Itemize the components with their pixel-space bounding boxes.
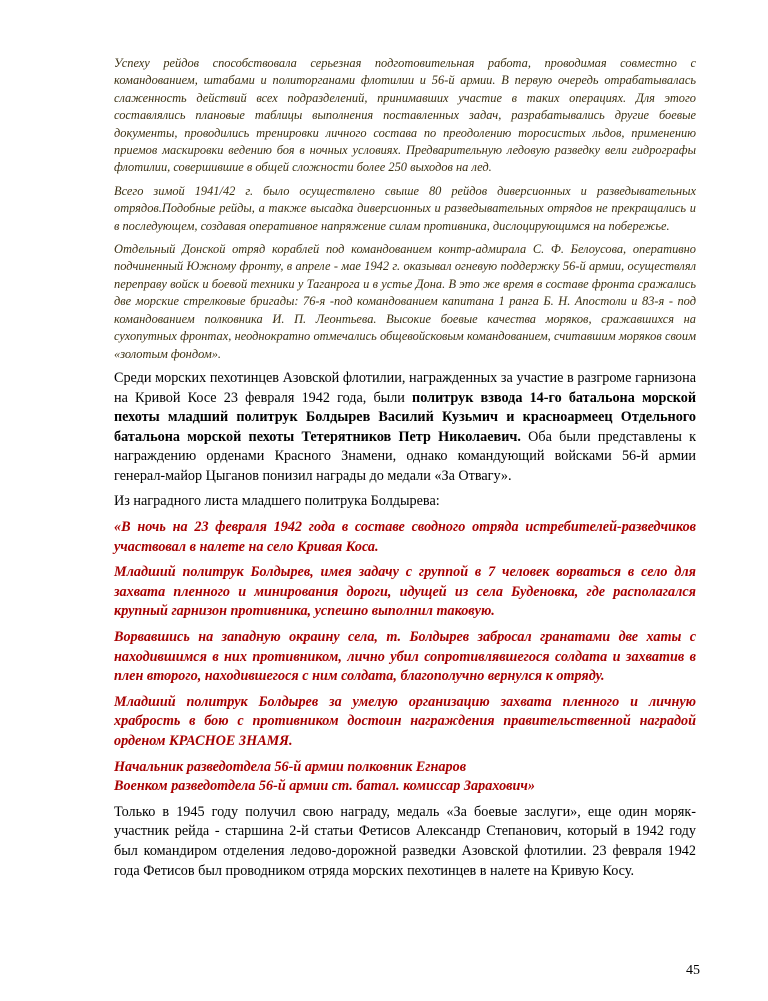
award-paragraph-4: Младший политрук Болдырев за умелую организацию захвата пленного и личную храбрость в бою с противником достоин награждения правительственной наградой орденом КРАСНОЕ ЗНАМЯ. bbox=[114, 693, 696, 749]
award-paragraph-3: Ворвавшись на западную окраину села, т. Болдырев забросал гранатами две хаты с находившимся в них противником, лично убил сопротивлявшегося солдата и захватив в плен второго, находившегося с ним солдата, благополучно вернулся к отряду. bbox=[114, 629, 696, 685]
main-paragraph-part1: Среди морских пехотинцев Азовской флотилии, награжденных за участие в разгроме гарнизона на Кривой Косе 23 февраля 1942 года, были bbox=[114, 369, 696, 406]
final-paragraph: Только в 1945 году получил свою награду, медаль «За боевые заслуги», еще один моряк-участник рейда - старшина 2-й статьи Фетисов Александр Степанович, который в 1942 году был командиром отделения ледово-дорожной разведки Азовской флотилии. 23 февраля 1942 года Фетисов был проводником отряда морских пехотинцев в налете на Кривую Косу. bbox=[114, 803, 696, 879]
award-paragraph-2: Младший политрук Болдырев, имея задачу с группой в 7 человек ворваться в село для захвата пленного и минирования дороги, идущей из села Буденовка, где располагался крупный гарнизон противника, успешно выполнил таковую. bbox=[114, 564, 696, 620]
italic-paragraph-2: Всего зимой 1941/42 г. было осуществлено свыше 80 рейдов диверсионных и разведывательных отрядов.Подобные рейды, а также высадка диверсионных и разведывательных отрядов не прекращались и в последующем, создавая оперативное напряжение силам противника, дислоцирующимся на побережье. bbox=[114, 183, 696, 233]
page-content bbox=[114, 55, 696, 887]
award-signatures bbox=[114, 758, 696, 797]
award-intro: Из наградного листа младшего политрука Болдырева: bbox=[114, 493, 440, 510]
award-paragraph-1: «В ночь на 23 февраля 1942 года в составе сводного отряда истребителей-разведчиков участвовал в налете на село Кривая Коса. bbox=[114, 519, 696, 555]
italic-paragraph-3: Отдельный Донской отряд кораблей под командованием контр-адмирала С. Ф. Белоусова, оперативно подчиненный Южному фронту, в апреле - мае 1942 г. оказывал огневую поддержку 56-й армии, осуществлял переправу войск и боевой техники у Таганрога и в устье Дона. В это же время в составе фронта сражались две морские стрелковые бригады: 76-я -под командованием капитана 1 ранга Б. Н. Апостоли и 83-я - под командованием полковника И. П. Леонтьева. Высокие боевые качества моряков, сражавшихся на сухопутных фронтах, неоднократно отмечались общевойсковым командованием, считавшим моряков своим «золотым фондом». bbox=[114, 242, 696, 361]
signature-line-1: Начальник разведотдела 56-й армии полковник Егнаров bbox=[114, 758, 467, 775]
signature-line-2: Военком разведотдела 56-й армии ст. батал. комиссар Зарахович» bbox=[114, 778, 535, 795]
italic-paragraph-1: Успеху рейдов способствовала серьезная подготовительная работа, проводимая совместно с командованием, штабами и политорганами флотилии и 56-й армии. В первую очередь отрабатывалась слаженность действий всех подразделений, принимавших участие в таких операциях. Для этого составлялись плановые таблицы выполнения поставленных задач, разрабатывались другие боевые документы, проводились тренировки личного состава по преодолению торосистых льдов, применению приемов маскировки ведению боя в ночных условиях. Предварительную ледовую разведку вели гидрографы флотилии, совершившие в общей сложности более 250 выходов на лед. bbox=[114, 56, 696, 175]
main-paragraph bbox=[114, 369, 696, 487]
page-number: 45 bbox=[686, 963, 700, 978]
main-paragraph-bold: политрук взвода 14-го батальона морской пехоты младший политрук Болдырев Василий Кузьмич и красноармеец Отдельного батальона морской пехоты Тетерятников Петр Николаевич. bbox=[114, 389, 696, 445]
main-paragraph-part2: Оба были представлены к награждению орденами Красного Знамени, однако командующий войсками 56-й армии генерал-майор Цыганов понизил награды до медали «За Отвагу». bbox=[114, 428, 696, 484]
